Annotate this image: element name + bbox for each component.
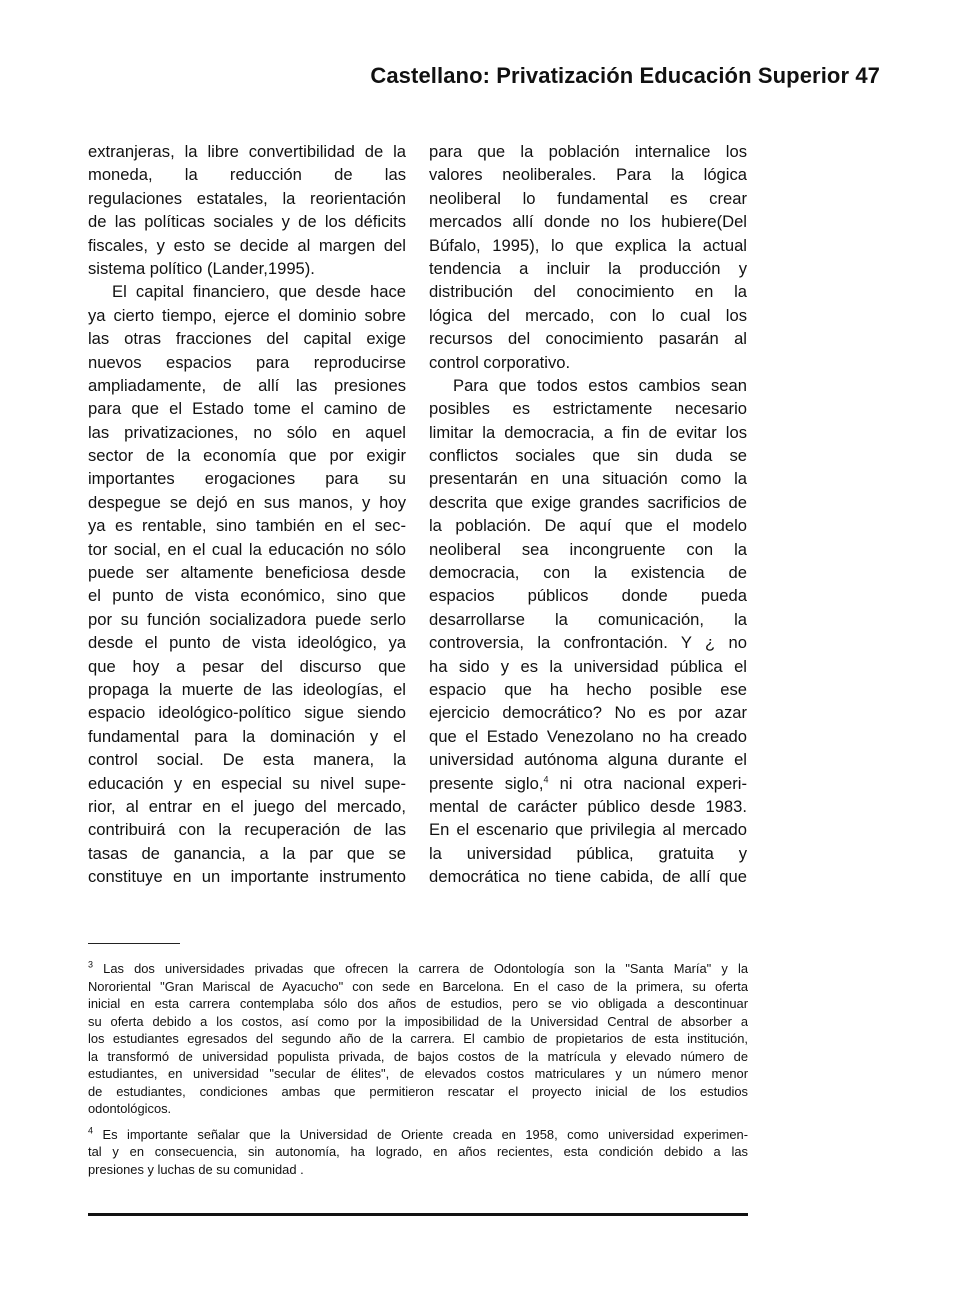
running-head: Castellano: Privatización Educación Superior 47	[370, 63, 880, 88]
body-line	[429, 772, 747, 795]
body-line: desarrollarse la comunicación, la	[429, 609, 747, 629]
body-line: El capital financiero, que desde hace	[112, 282, 406, 302]
body-line: las privatizaciones, no sólo en aquel	[88, 422, 406, 442]
body-line: recursos del conocimiento pasarán al	[429, 329, 747, 349]
body-line: ampliadamente, de allí las presiones	[88, 375, 406, 395]
body-line: ya cierto tiempo, ejerce el dominio sobre	[88, 305, 406, 325]
body-line-part: presente siglo,	[429, 773, 544, 793]
right-column	[429, 140, 747, 889]
footnote-marker: 3	[88, 960, 94, 970]
body-line: la población. De aquí que el modelo	[429, 516, 747, 536]
body-line: de las políticas sociales y de los déficits	[88, 212, 406, 232]
footnote-line: tal y en consecuencia, sin autonomía, ha logrado, en años recientes, esta condición debido a las	[88, 1144, 748, 1159]
body-line: la universidad pública, gratuita y	[429, 843, 747, 863]
body-line: lógica del mercado, con lo cual los	[429, 305, 747, 325]
body-line: control corporativo.	[429, 352, 571, 372]
body-line: ha sido y es la universidad pública el	[429, 656, 747, 676]
body-line: valores neoliberales. Para la lógica	[429, 165, 747, 185]
body-line: para que la población internalice los	[429, 142, 747, 161]
body-line: tendencia a incluir la producción y	[429, 258, 747, 278]
left-column	[88, 140, 406, 889]
body-line: puede ser altamente beneficiosa desde	[88, 563, 406, 583]
body-line: moneda, la reducción de las	[88, 165, 406, 185]
body-line: fiscales, y esto se decide al margen del	[88, 235, 406, 255]
footnote-ref-4: 4	[543, 774, 549, 785]
footnote-line: Nororiental "Gran Mariscal de Ayacucho" con sede en Barcelona. En el caso de la primera, su oferta	[88, 978, 748, 994]
body-line: neoliberal lo fundamental es crear	[429, 188, 747, 208]
body-line: mental de carácter público desde 1983.	[429, 796, 747, 816]
body-line: Para que todos estos cambios sean	[453, 375, 747, 395]
body-line: sistema político (Lander,1995).	[88, 258, 315, 278]
body-line: descrita que exige grandes sacrificios de	[429, 492, 747, 512]
body-line: las otras fracciones del capital exige	[88, 329, 406, 349]
footnote-line: los estudiantes egresados del segundo año de la carrera. El cambio de propietarios de esta institución,	[88, 1031, 748, 1046]
body-line: propaga la muerte de las ideologías, el	[88, 679, 406, 699]
body-line: espacio ideológico-político sigue siendo	[88, 703, 406, 723]
body-line: democrática no tiene cabida, de allí que	[429, 867, 747, 887]
footnote-line: la transformó de universidad populista privada, de bajos costos de la matrícula y elevado número de	[88, 1048, 748, 1064]
body-line: ya es rentable, sino también en el sec-	[88, 516, 406, 536]
footnote-text: Las dos universidades privadas que ofrecen la carrera de Odontología son la "Santa María" y la	[103, 961, 748, 976]
body-line: importantes erogaciones para su	[88, 469, 406, 489]
footnote-line: presiones y luchas de su comunidad .	[88, 1161, 304, 1177]
footnote-line	[88, 1126, 748, 1144]
footnote-line: de estudiantes, condiciones ambas que permitieron rescatar el proyecto inicial de los estudios	[88, 1083, 748, 1099]
body-line: el punto de vista económico, sino que	[88, 586, 406, 606]
body-line: neoliberal sea incongruente con la	[429, 539, 747, 559]
body-line: tor social, en el cual la educación no sólo	[88, 539, 406, 559]
body-line: despegue se dejó en sus manos, y hoy	[88, 492, 406, 512]
body-line: rior, al entrar en el juego del mercado,	[88, 796, 406, 816]
body-line-part: ni otra nacional experi-	[559, 773, 747, 793]
body-line: tasas de ganancia, a la par que se	[88, 843, 406, 863]
footnote-text: Es importante señalar que la Universidad de Oriente creada en 1958, como universidad experimen-	[102, 1126, 748, 1142]
body-line: desde el punto de vista ideológico, ya	[88, 633, 406, 653]
body-line: extranjeras, la libre convertibilidad de la	[88, 142, 406, 161]
footnote-line: estudiantes, en universidad "secular de élites", de elevados costos matriculares y un número menor	[88, 1066, 748, 1081]
body-line: por su función socializadora puede serlo	[88, 609, 406, 629]
body-line: limitar la democracia, a fin de evitar los	[429, 422, 747, 442]
body-line: contribuirá con la recuperación de las	[88, 820, 406, 840]
body-line: En el escenario que privilegia al mercado	[429, 820, 747, 840]
body-line: universidad autónoma alguna durante el	[429, 750, 747, 770]
footnote-line: inicial en esta carrera contemplaba sólo dos años de estudios, pero se vio obligada a descontinuar	[88, 996, 748, 1011]
body-line: para que el Estado tome el camino de	[88, 399, 406, 419]
body-line: sector de la economía que por exigir	[88, 446, 406, 466]
body-line: mercados allí donde no los hubiere(Del	[429, 212, 747, 232]
body-line: distribución del conocimiento en la	[429, 282, 747, 302]
body-line: control social. De esta manera, la	[88, 750, 406, 770]
footnote-marker: 4	[88, 1125, 94, 1136]
body-line: que el Estado Venezolano no ha creado	[429, 726, 747, 746]
body-line: ejercicio democrático? No es por azar	[429, 703, 747, 723]
body-line: regulaciones estatales, la reorientación	[88, 188, 406, 208]
body-line: espacios públicos donde pueda	[429, 586, 747, 606]
footnotes	[88, 960, 748, 1186]
body-line: conflictos sociales que sin duda se	[429, 446, 747, 466]
body-line: educación y en especial su nivel supe-	[88, 773, 406, 793]
body-line: presentarán en una situación como la	[429, 469, 747, 489]
body-line: Búfalo, 1995), lo que explica la actual	[429, 235, 747, 255]
footnote-separator	[88, 943, 180, 944]
body-line: posibles es estrictamente necesario	[429, 399, 747, 419]
footnote-3	[88, 960, 748, 1118]
body-line: espacio que ha hecho posible ese	[429, 679, 747, 699]
footnote-4	[88, 1126, 748, 1179]
body-line: democracia, con la existencia de	[429, 563, 747, 583]
footnote-line	[88, 960, 748, 978]
body-line: constituye en un importante instrumento	[88, 867, 406, 887]
footnote-line: odontológicos.	[88, 1101, 172, 1116]
bottom-rule	[88, 1213, 748, 1216]
body-line: que hoy a pesar del discurso que	[88, 656, 406, 676]
footnote-line: su oferta debido a los costos, así como por la imposibilidad de la Universidad Central de absorber a	[88, 1013, 748, 1029]
body-line: controversia, la confrontación. Y ¿ no	[429, 633, 747, 653]
body-line: nuevos espacios para reproducirse	[88, 352, 406, 372]
body-line: fundamental para la dominación y el	[88, 726, 406, 746]
